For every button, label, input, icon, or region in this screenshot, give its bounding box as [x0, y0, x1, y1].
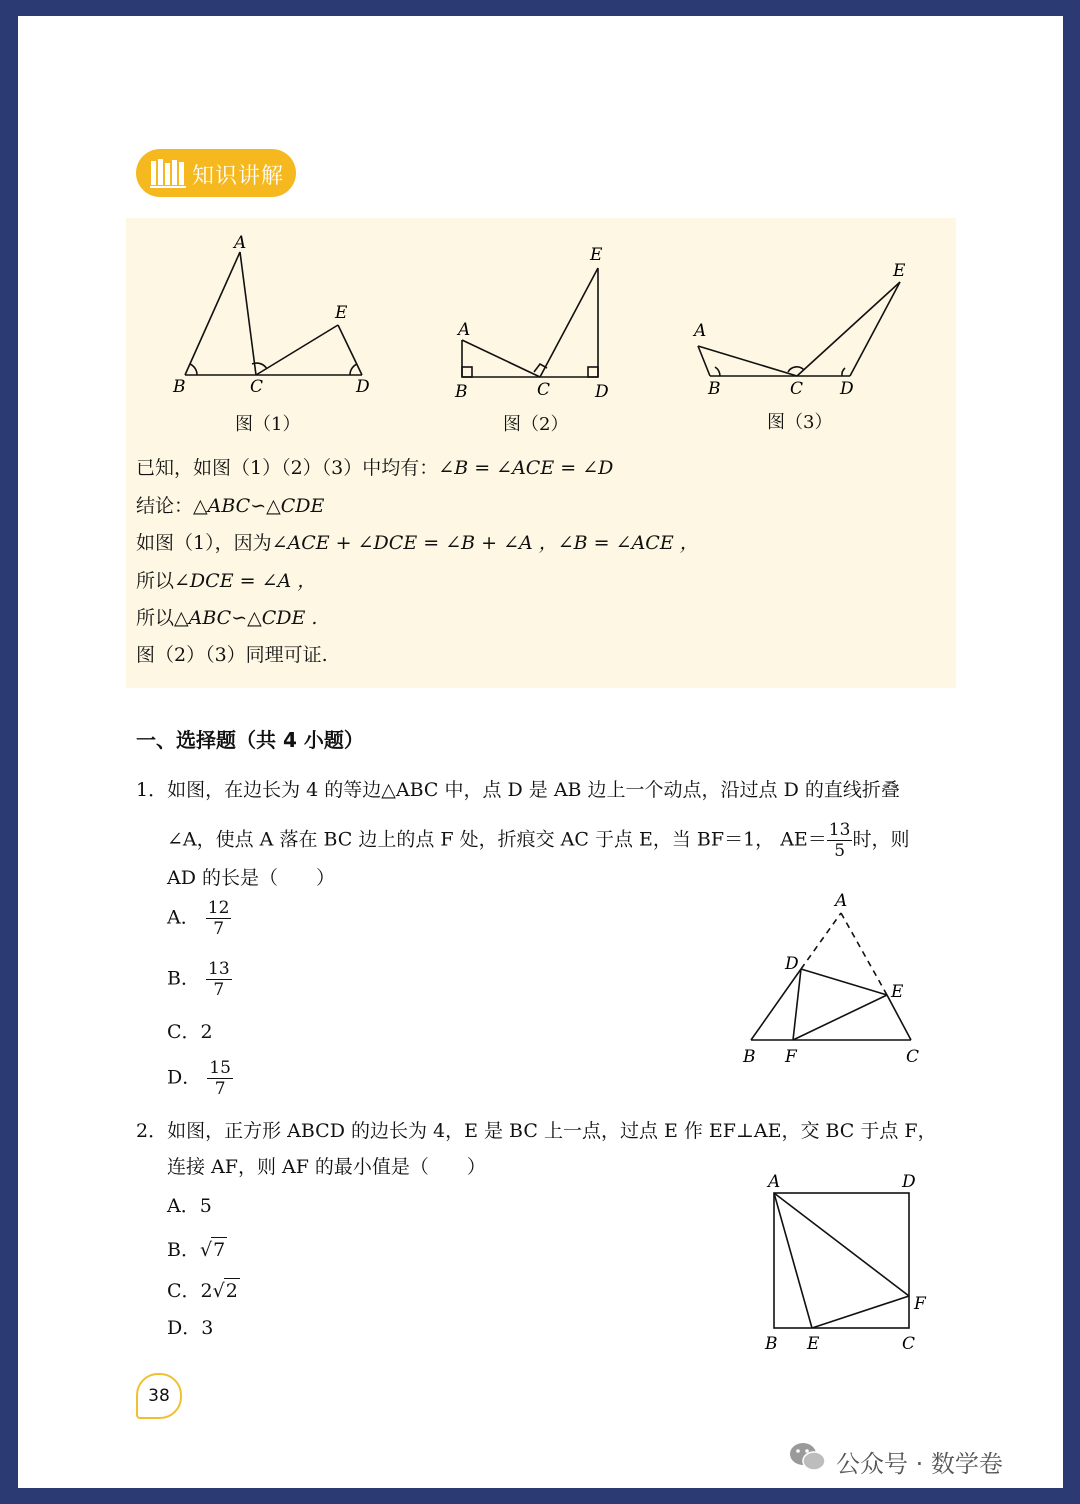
proof-text-1: 如图（1），因为 [136, 532, 272, 554]
page-number: 38 [136, 1373, 182, 1419]
fig3-label-d: D [840, 379, 854, 399]
q2-fig-label-d: D [902, 1172, 916, 1192]
q2-figure [760, 1170, 935, 1360]
knowledge-line-4 [136, 569, 316, 593]
frac-num: 13 [208, 959, 230, 979]
q2-option-d[interactable] [167, 1316, 213, 1340]
q1-line-1: 1．如图，在边长为 4 的等边△ABC 中，点 D 是 AB 边上一个动点，沿过点 D 的直线折叠 [136, 779, 900, 801]
frac-den: 7 [214, 1079, 226, 1099]
given-math: ∠B = ∠ACE = ∠D [438, 457, 614, 479]
option-letter: C． [167, 1280, 201, 1302]
section-title: 一、选择题（共 4 小题） [136, 728, 364, 752]
fig2-caption: 图（2） [503, 414, 569, 435]
q2-option-a[interactable] [167, 1194, 212, 1218]
proof-math-1: ∠ACE + ∠DCE = ∠B + ∠A ，∠B = ∠ACE ， [271, 532, 699, 554]
option-letter: C． [167, 1021, 201, 1043]
proof-text-3: 所以 [136, 607, 175, 629]
knowledge-line-2 [136, 494, 324, 518]
option-letter: B． [167, 967, 200, 990]
fig1-label-d: D [356, 377, 370, 397]
option-letter: B． [167, 1239, 200, 1261]
q1-line-3: AD 的长是（ ） [167, 867, 335, 889]
fig1-label-a: A [234, 233, 247, 253]
option-fraction [206, 959, 232, 1000]
fig1-label-b: B [173, 377, 186, 397]
frac-num: 12 [207, 898, 230, 918]
q2-fig-label-e: E [807, 1334, 820, 1354]
fig2-label-e: E [590, 245, 603, 265]
option-letter: A． [167, 906, 200, 929]
fig1-label-c: C [250, 377, 264, 397]
fig3-label-a: A [694, 321, 707, 341]
option-fraction [207, 1058, 233, 1099]
books-icon [150, 157, 188, 189]
q1-fig-label-f: F [785, 1047, 797, 1067]
option-value: 2 [200, 1021, 213, 1043]
q1-option-c[interactable] [167, 1020, 213, 1044]
q1-fig-label-b: B [743, 1047, 756, 1067]
sqrt-icon: √ [212, 1280, 225, 1302]
q1-option-a[interactable] [167, 898, 231, 939]
sqrt-icon: √ [199, 1239, 213, 1261]
q1-fig-label-c: C [906, 1047, 920, 1067]
frac-den: 7 [213, 980, 225, 1000]
conclusion-math: △ABC∽△CDE [193, 495, 325, 517]
section-badge [136, 149, 296, 197]
q1-line-2-tail: 时，则 [852, 828, 910, 851]
figure-2 [450, 240, 620, 405]
fig1-label-e: E [335, 303, 348, 323]
proof-math-2: ∠DCE = ∠A ， [174, 570, 317, 592]
fig1-caption: 图（1） [235, 414, 301, 435]
q2-fig-label-c: C [902, 1334, 916, 1354]
given-text: 已知，如图（1）（2）（3）中均有： [136, 457, 439, 479]
coefficient: 2 [200, 1280, 213, 1302]
fig2-label-c: C [537, 380, 551, 400]
frac-den: 7 [213, 919, 225, 939]
q1-line-2 [167, 820, 909, 861]
figure-3 [690, 258, 920, 405]
option-letter: D． [167, 1317, 202, 1339]
conclusion-text: 结论： [136, 495, 194, 517]
proof-text-2: 所以 [136, 570, 175, 592]
q1-frac-den: 5 [834, 841, 846, 861]
q2-option-b[interactable] [167, 1237, 227, 1262]
radicand: 2 [225, 1280, 238, 1302]
option-letter: D． [167, 1066, 202, 1089]
q2-line-2: 连接 AF，则 AF 的最小值是（ ） [167, 1156, 486, 1178]
proof-math-3: △ABC∽△CDE . [174, 607, 318, 629]
q2-fig-label-b: B [765, 1334, 778, 1354]
q1-option-d[interactable] [167, 1058, 233, 1099]
q1-fig-label-a: A [835, 891, 848, 911]
radicand: 7 [213, 1239, 226, 1261]
fig3-label-b: B [708, 379, 721, 399]
knowledge-line-1 [136, 456, 613, 480]
q1-fig-label-d: D [785, 954, 799, 974]
option-letter: A． [167, 1195, 200, 1217]
q1-figure [735, 885, 930, 1070]
q1-fig-label-e: E [891, 982, 904, 1002]
q1-frac-num: 13 [828, 820, 851, 840]
figure-1 [170, 230, 380, 405]
option-fraction [206, 898, 232, 939]
q2-fig-label-a: A [768, 1172, 781, 1192]
q1-line-2-text: ∠A，使点 A 落在 BC 边上的点 F 处，折痕交 AC 于点 E，当 BF＝1， AE＝ [167, 828, 827, 851]
q1-fraction [827, 820, 853, 861]
fig3-caption: 图（3） [767, 412, 833, 433]
q2-option-c[interactable] [167, 1278, 240, 1303]
badge-label: 知识讲解 [192, 164, 285, 189]
option-value: 3 [201, 1317, 214, 1339]
fig2-label-d: D [595, 382, 609, 402]
watermark-text: 公众号 · 数学卷 [836, 1450, 1003, 1478]
frac-num: 15 [209, 1058, 231, 1078]
option-value: 5 [199, 1195, 212, 1217]
fig2-label-a: A [458, 320, 471, 340]
fig3-label-c: C [790, 379, 804, 399]
knowledge-line-3 [136, 531, 699, 555]
knowledge-line-5 [136, 606, 317, 630]
q1-option-b[interactable] [167, 959, 232, 1000]
q2-fig-label-f: F [914, 1294, 926, 1314]
q2-line-1: 2．如图，正方形 ABCD 的边长为 4，E 是 BC 上一点，过点 E 作 EF⊥AE，交 BC 于点 F， [136, 1120, 937, 1142]
fig2-label-b: B [455, 382, 468, 402]
fig3-label-e: E [893, 261, 906, 281]
wechat-icon [788, 1440, 828, 1474]
knowledge-line-6: 图（2）（3）同理可证. [136, 644, 328, 666]
